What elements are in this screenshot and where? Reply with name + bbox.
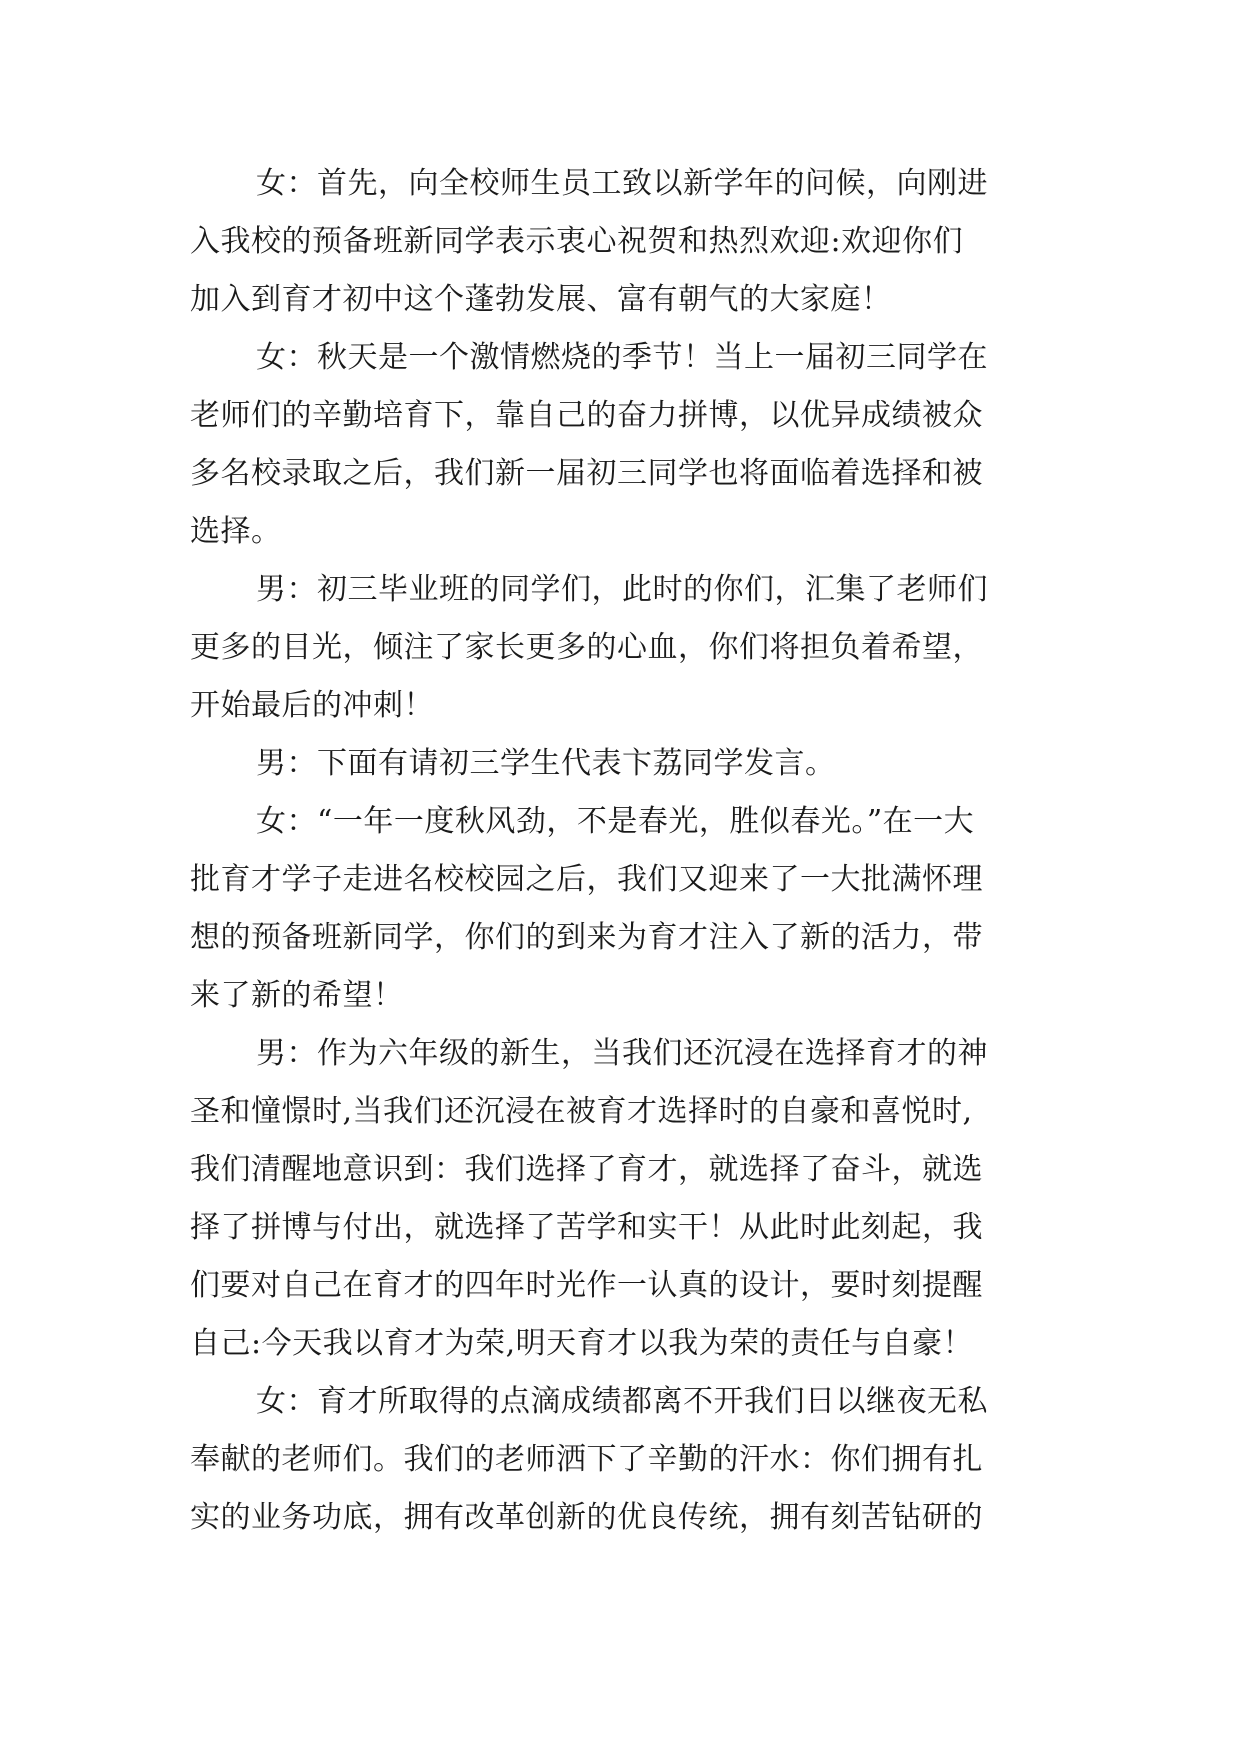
text-line: 男：作为六年级的新生，当我们还沉浸在选择育才的神 — [256, 1036, 988, 1071]
text-line: 加入到育才初中这个蓬勃发展、富有朝气的大家庭！ — [190, 282, 892, 317]
text-line: 我们清醒地意识到：我们选择了育才，就选择了奋斗，就选 — [190, 1152, 983, 1187]
text-line: 女：秋天是一个激情燃烧的季节！当上一届初三同学在 — [256, 340, 988, 375]
text-line: 实的业务功底，拥有改革创新的优良传统，拥有刻苦钻研的 — [190, 1500, 983, 1535]
text-line: 们要对自己在育才的四年时光作一认真的设计，要时刻提醒 — [190, 1268, 983, 1303]
document-body — [190, 155, 1050, 1547]
text-line: 来了新的希望！ — [190, 978, 404, 1013]
text-line: 女：育才所取得的点滴成绩都离不开我们日以继夜无私 — [256, 1384, 988, 1419]
text-line: 奉献的老师们。我们的老师洒下了辛勤的汗水：你们拥有扎 — [190, 1442, 983, 1477]
text-line: 批育才学子走进名校校园之后，我们又迎来了一大批满怀理 — [190, 862, 983, 897]
text-line: 想的预备班新同学，你们的到来为育才注入了新的活力，带 — [190, 920, 983, 955]
text-line: 女：首先，向全校师生员工致以新学年的问候，向刚进 — [256, 166, 988, 201]
text-line: 自己:今天我以育才为荣,明天育才以我为荣的责任与自豪！ — [190, 1326, 974, 1361]
text-line: 老师们的辛勤培育下，靠自己的奋力拼博，以优异成绩被众 — [190, 398, 983, 433]
text-line: 男：初三毕业班的同学们，此时的你们，汇集了老师们 — [256, 572, 988, 607]
text-line: 女：“一年一度秋风劲，不是春光，胜似春光。”在一大 — [256, 804, 975, 839]
text-line: 男：下面有请初三学生代表卞荔同学发言。 — [256, 746, 836, 781]
text-line: 圣和憧憬时,当我们还沉浸在被育才选择时的自豪和喜悦时, — [190, 1094, 973, 1129]
text-line: 择了拼博与付出，就选择了苦学和实干！从此时此刻起，我 — [190, 1210, 983, 1245]
text-line: 更多的目光，倾注了家长更多的心血，你们将担负着希望， — [190, 630, 983, 665]
text-line: 开始最后的冲刺！ — [190, 688, 434, 723]
text-line: 入我校的预备班新同学表示衷心祝贺和热烈欢迎:欢迎你们 — [190, 224, 964, 259]
text-line: 选择。 — [190, 514, 282, 549]
text-line: 多名校录取之后，我们新一届初三同学也将面临着选择和被 — [190, 456, 983, 491]
